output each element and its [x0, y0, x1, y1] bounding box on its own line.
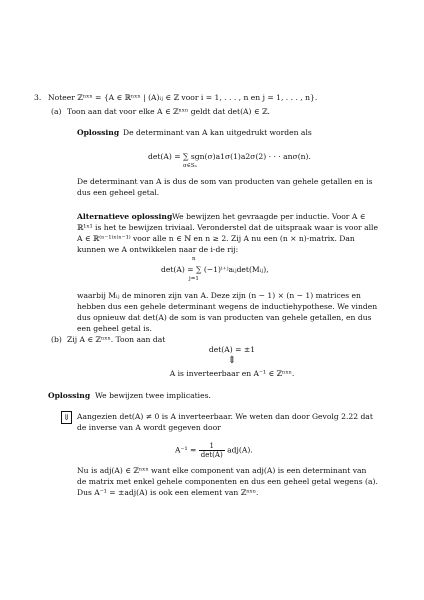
inverse-numerator: 1	[199, 442, 225, 451]
item-intro: Noteer ℤⁿˣⁿ = {A ∈ ℝⁿˣⁿ | (A)ᵢⱼ ∈ ℤ voor i = 1, . . . , n en j = 1, . . . , n}.	[48, 93, 318, 102]
conclusion-line-2: dus een geheel getal.	[77, 188, 160, 197]
oplossing-a-title: Oplossing	[77, 128, 120, 137]
formula-sum-subscript: σ∈Sₙ	[183, 163, 197, 169]
alt-line-7: dus opnieuw dat det(A) de som is van producten van gehele getallen, en dus	[77, 313, 372, 322]
alt-line-1: We bewijzen het gevraagde per inductie. Voor A ∈	[172, 212, 366, 221]
inverse-denominator: det(A)	[200, 451, 223, 459]
alt-line-3: A ∈ ℝ⁽ⁿ⁻¹⁾ˣ⁽ⁿ⁻¹⁾ voor alle n ∈ ℕ en n ≥ 2. Zij A nu een (n × n)-matrix. Dan	[77, 234, 355, 243]
inverse-formula	[175, 442, 253, 459]
alt-oplossing-title: Alternatieve oplossing	[77, 212, 173, 221]
item-number: 3.	[34, 93, 42, 102]
inverse-rhs: adj(A).	[227, 445, 253, 455]
alt-line-5: waarbij Mᵢⱼ de minoren zijn van A. Deze zijn (n − 1) × (n − 1) matrices en	[77, 291, 361, 300]
formula-expand: det(A) = ∑ (−1)ⁱ⁺ʲaᵢⱼdet(Mᵢⱼ),	[161, 265, 269, 274]
inverse-fraction	[199, 442, 225, 459]
oplossing-a-text: De determinant van A kan uitgedrukt worden als	[123, 128, 312, 137]
expand-sum-bottom: j=1	[189, 276, 199, 282]
down-arrow-icon: ⇓	[61, 411, 72, 424]
alt-line-6: hebben dus een gehele determinant wegens de inductiehypothese. We vinden	[77, 302, 378, 311]
oplossing-b-title: Oplossing	[48, 391, 91, 400]
part-a-statement: Toon aan dat voor elke A ∈ ℤⁿˣⁿ geldt dat det(A) ∈ ℤ.	[67, 107, 270, 116]
equivalence-bottom: A is inverteerbaar en A⁻¹ ∈ ℤⁿˣⁿ.	[169, 369, 295, 378]
conclusion-line-1: De determinant van A is dus de som van producten van gehele getallen en is	[77, 177, 373, 186]
inverse-lhs: A⁻¹ =	[175, 445, 197, 455]
expand-sum-top: n	[192, 256, 196, 262]
equivalence-arrow: ⇕	[227, 355, 237, 366]
oplossing-b-text: We bewijzen twee implicaties.	[95, 391, 211, 400]
final-line-2: de matrix met enkel gehele componenten en dus een geheel getal wegens (a).	[77, 477, 378, 486]
alt-line-4: kunnen we A ontwikkelen naar de i-de rij:	[77, 245, 239, 254]
part-b-statement: Zij A ∈ ℤⁿˣⁿ. Toon aan dat	[67, 335, 166, 344]
formula-det: det(A) = ∑ sgn(σ)a1σ(1)a2σ(2) · · · anσ(n).	[148, 152, 311, 161]
implication-line-1: Aangezien det(A) ≠ 0 is A inverteerbaar. We weten dan door Gevolg 2.22 dat	[77, 412, 373, 421]
part-b-label: (b)	[51, 335, 62, 344]
equivalence-top: det(A) = ±1	[208, 345, 256, 354]
final-line-1: Nu is adj(A) ∈ ℤⁿˣⁿ want elke component van adj(A) is een determinant van	[77, 466, 367, 475]
final-line-3: Dus A⁻¹ = ±adj(A) is ook een element van ℤⁿˣⁿ.	[77, 488, 259, 497]
alt-line-2: ℝ¹ˣ¹ is het te bewijzen triviaal. Veronderstel dat de uitspraak waar is voor alle	[77, 223, 378, 232]
alt-line-8: een geheel getal is.	[77, 324, 152, 333]
implication-line-2: de inverse van A wordt gegeven door	[77, 423, 221, 432]
part-a-label: (a)	[51, 107, 62, 116]
